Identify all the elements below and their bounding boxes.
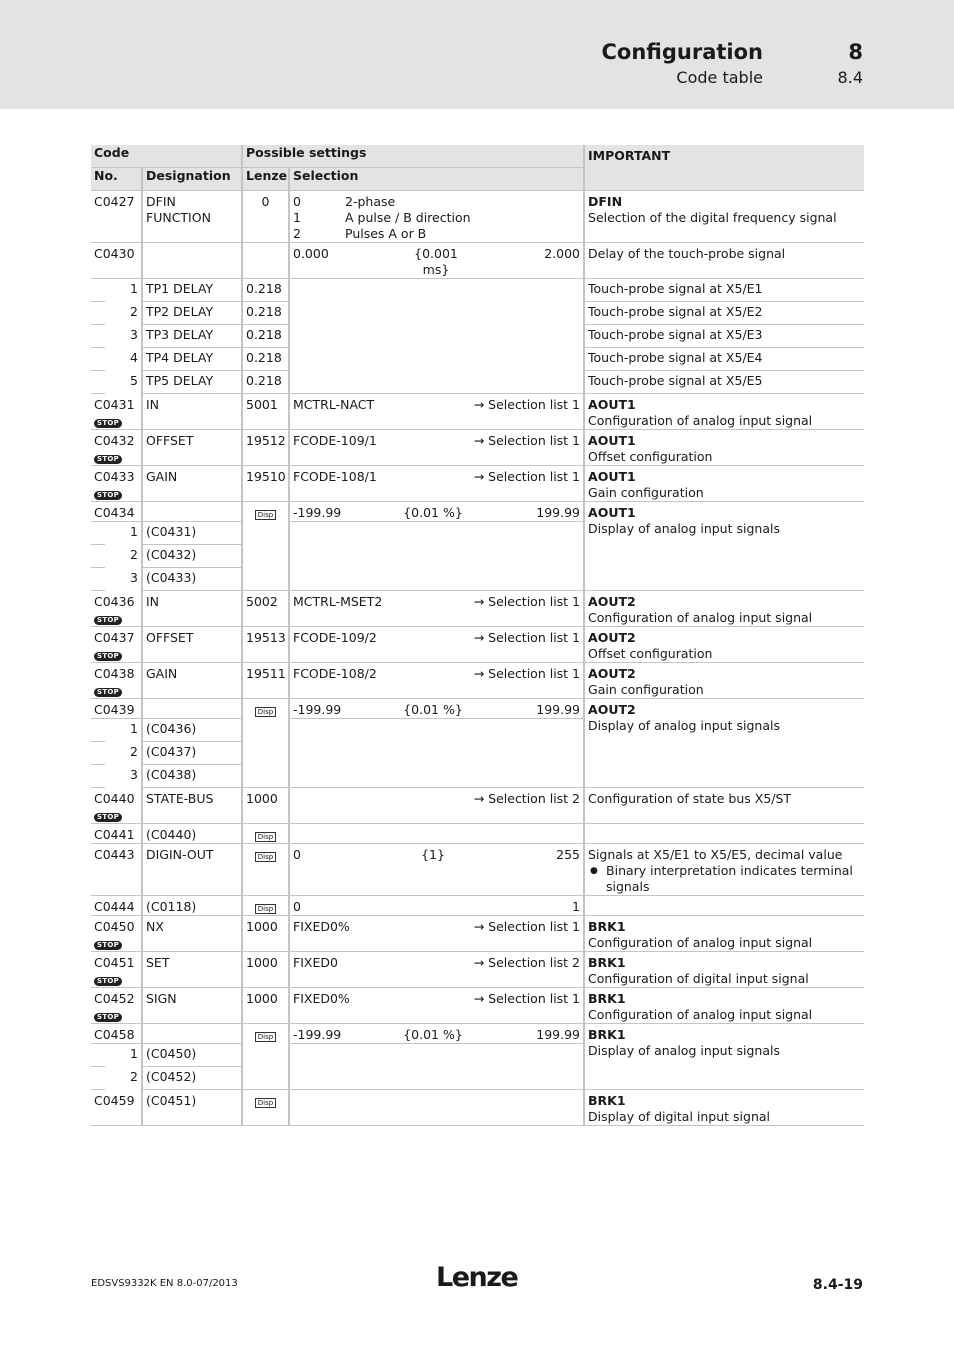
table-row: 3 (C0433) (91, 568, 864, 591)
code-number: C0430 (94, 246, 135, 261)
document-id: EDSVS9332K EN 8.0-07/2013 (91, 1278, 238, 1289)
stop-icon: STOP (94, 491, 122, 500)
display-only-icon: Disp (255, 852, 276, 862)
table-row (91, 191, 864, 243)
table-row: C0433 STOP GAIN 19510 FCODE-108/1 → Selection list 1 AOUT1 Gain configuration (91, 466, 864, 502)
table-row: C0444 (C0118) Disp 0 1 (91, 896, 864, 916)
important-keyword: DFIN (588, 194, 623, 209)
header-code: Code (91, 145, 242, 168)
max-value: 2.000 (544, 246, 580, 261)
stop-icon: STOP (94, 419, 122, 428)
selection-option: 2 Pulses A or B (293, 226, 427, 241)
header-no: No. (91, 168, 142, 191)
important-text: Selection of the digital frequency signal (588, 210, 837, 225)
code-table (91, 145, 864, 1126)
display-only-icon: Disp (255, 510, 276, 520)
stop-icon: STOP (94, 455, 122, 464)
table-row: 2 (C0437) (91, 742, 864, 765)
table-row: 1 (C0450) (91, 1044, 864, 1067)
stop-icon: STOP (94, 688, 122, 697)
stop-icon: STOP (94, 977, 122, 986)
table-row: 2 (C0432) (91, 545, 864, 568)
table-row: 1 (C0436) (91, 719, 864, 742)
table-row: 2 (C0452) (91, 1067, 864, 1090)
display-only-icon: Disp (255, 707, 276, 717)
table-row: C0443 DIGIN-OUT Disp 0 {1} 255 Signals at X5/E1 to X5/E5, decimal value ● Binary interpretation indicates terminal signals (91, 844, 864, 896)
table-row: C0459 (C0451) Disp BRK1 Display of digital input signal (91, 1090, 864, 1126)
step-value: {0.001 ms} (414, 246, 458, 277)
display-only-icon: Disp (255, 832, 276, 842)
section-title: Code table (676, 68, 763, 87)
table-row: C0441 (C0440) Disp (91, 824, 864, 844)
table-row: C0438 STOP GAIN 19511 FCODE-108/2 → Selection list 1 AOUT2 Gain configuration (91, 663, 864, 699)
table-row: C0458 Disp -199.99 {0.01 %} 199.99 BRK1 Display of analog input signals (91, 1024, 864, 1044)
page-number: 8.4-19 (812, 1277, 863, 1293)
table-row: C0452 STOP SIGN 1000 FIXED0% → Selection list 1 BRK1 Configuration of analog input signal (91, 988, 864, 1024)
display-only-icon: Disp (255, 904, 276, 914)
chapter-title: Configuration (601, 40, 763, 64)
display-only-icon: Disp (255, 1032, 276, 1042)
table-row: C0432 STOP OFFSET 19512 FCODE-109/1 → Selection list 1 AOUT1 Offset configuration (91, 430, 864, 466)
selection-option: 1 A pulse / B direction (293, 210, 471, 225)
stop-icon: STOP (94, 652, 122, 661)
stop-icon: STOP (94, 616, 122, 625)
table-row: C0450 STOP NX 1000 FIXED0% → Selection list 1 BRK1 Configuration of analog input signal (91, 916, 864, 952)
table-row (91, 243, 864, 279)
section-number: 8.4 (837, 68, 863, 87)
table-row: C0439 Disp -199.99 {0.01 %} 199.99 AOUT2 Display of analog input signals (91, 699, 864, 719)
lenze-value: 0 (261, 194, 270, 209)
table-row: C0436 STOP IN 5002 MCTRL-MSET2 → Selection list 1 AOUT2 Configuration of analog input signal (91, 591, 864, 627)
table-row: 3 (C0438) (91, 765, 864, 788)
table-row: C0451 STOP SET 1000 FIXED0 → Selection list 2 BRK1 Configuration of digital input signal (91, 952, 864, 988)
header-designation: Designation (142, 168, 242, 191)
stop-icon: STOP (94, 1013, 122, 1022)
table-row: 1 (C0431) (91, 522, 864, 545)
stop-icon: STOP (94, 941, 122, 950)
table-row: C0440 STOP STATE-BUS 1000 → Selection list 2 Configuration of state bus X5/ST (91, 788, 864, 824)
chapter-number: 8 (848, 40, 863, 64)
selection-option: 0 2-phase (293, 194, 396, 209)
table-row: C0431 STOP IN 5001 MCTRL-NACT → Selection list 1 AOUT1 Configuration of analog input signal (91, 394, 864, 430)
page-header (0, 0, 954, 109)
table-row: C0434 Disp -199.99 {0.01 %} 199.99 AOUT1 Display of analog input signals (91, 502, 864, 522)
code-number: C0427 (94, 194, 135, 209)
table-row: 1 TP1 DELAY 0.218 Touch-probe signal at X5/E1 (91, 279, 864, 302)
table-row: 5 TP5 DELAY 0.218 Touch-probe signal at X5/E5 (91, 371, 864, 394)
table-row: 4 TP4 DELAY 0.218 Touch-probe signal at X5/E4 (91, 348, 864, 371)
display-only-icon: Disp (255, 1098, 276, 1108)
lenze-logo: Lenze (436, 1262, 518, 1293)
header-lenze: Lenze (242, 168, 289, 191)
stop-icon: STOP (94, 813, 122, 822)
header-selection: Selection (289, 168, 584, 191)
min-value: 0.000 (293, 246, 329, 261)
header-possible-settings: Possible settings (242, 145, 584, 168)
header-important: IMPORTANT (584, 145, 864, 191)
table-row: 3 TP3 DELAY 0.218 Touch-probe signal at X5/E3 (91, 325, 864, 348)
important-text: Delay of the touch-probe signal (588, 246, 786, 261)
designation: DFIN FUNCTION (146, 194, 211, 225)
table-row: 2 TP2 DELAY 0.218 Touch-probe signal at X5/E2 (91, 302, 864, 325)
table-row: C0437 STOP OFFSET 19513 FCODE-109/2 → Selection list 1 AOUT2 Offset configuration (91, 627, 864, 663)
